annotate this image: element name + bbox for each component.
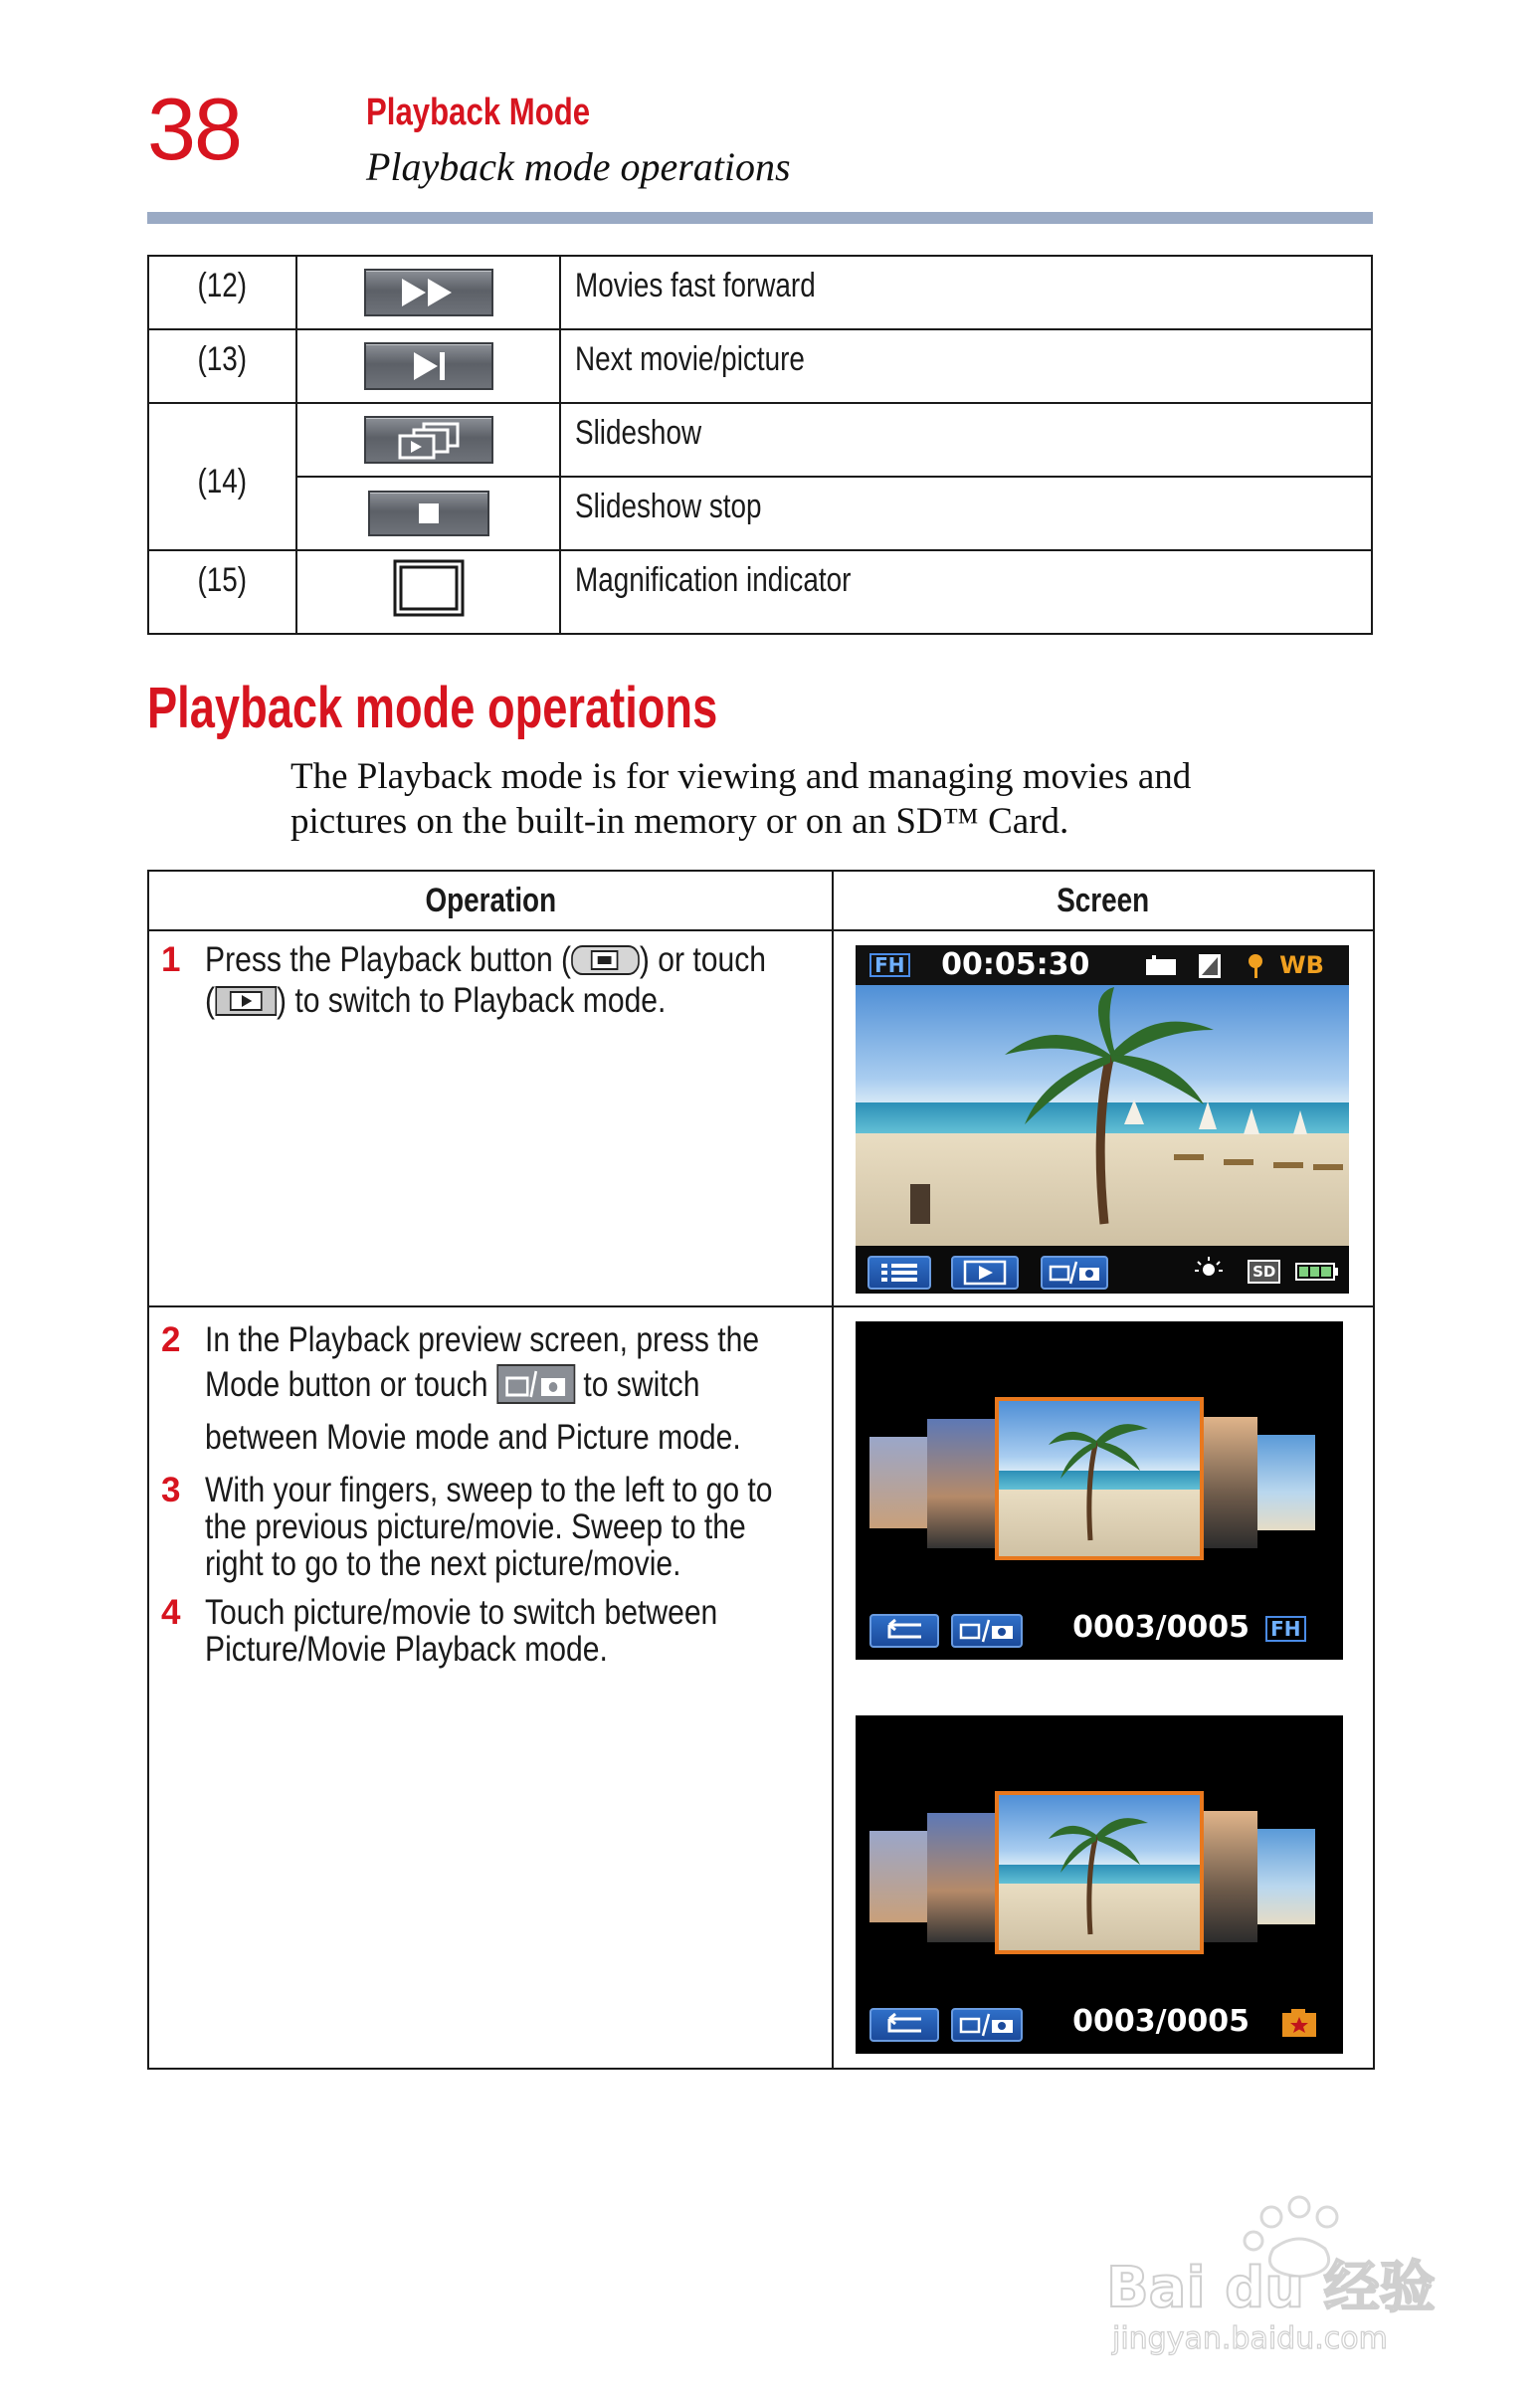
selected-thumbnail[interactable]	[995, 1791, 1204, 1954]
table-row	[148, 550, 1372, 634]
file-counter: 0003/0005	[1072, 1610, 1251, 1645]
play-button[interactable]	[951, 1256, 1019, 1290]
timecode: 00:05:30	[941, 947, 1090, 982]
step-number: 4	[161, 1593, 181, 1632]
star-picture-icon	[1281, 2008, 1317, 2043]
sd-card-indicator: SD	[1248, 1260, 1280, 1284]
battery-icon	[1295, 1262, 1339, 1287]
stop-icon	[368, 491, 489, 536]
beach-photo	[856, 985, 1349, 1246]
back-button[interactable]	[869, 1614, 939, 1648]
timer-icon	[1144, 955, 1178, 982]
table-header-row	[148, 871, 1374, 930]
watermark-brand: Bai du 经验	[1106, 2256, 1436, 2320]
playback-preview-screen-movie	[856, 1321, 1343, 1660]
step-number: 1	[161, 940, 181, 979]
white-balance-label: WB	[1279, 951, 1324, 979]
section-subtitle: Playback mode operations	[366, 144, 791, 189]
row-number: (14)	[197, 462, 248, 500]
row-description: Slideshow	[575, 414, 702, 452]
playback-screen-1	[856, 945, 1349, 1294]
step-1: 1 Press the Playback button ( ) or touch ( ) to switch to Playback mode.	[149, 941, 812, 1023]
section-heading: Playback mode operations	[147, 676, 718, 740]
next-track-icon	[364, 342, 493, 390]
play-touch-icon	[215, 986, 277, 1023]
row-number: (13)	[197, 340, 248, 378]
file-counter: 0003/0005	[1072, 2004, 1251, 2039]
fast-forward-icon	[364, 269, 493, 316]
step-number: 3	[161, 1471, 181, 1509]
thumbnail	[869, 1831, 927, 1922]
thumbnail	[1202, 1811, 1257, 1942]
movie-picture-mode-button[interactable]	[1041, 1256, 1108, 1290]
movie-picture-mode-button[interactable]	[951, 1614, 1023, 1648]
movie-picture-toggle-icon	[496, 1364, 575, 1415]
movie-picture-mode-button[interactable]	[951, 2008, 1023, 2042]
step-3: 3 With your fingers, sweep to the left to go to the previous picture/movie. Sweep to the right to go to the next picture/movie.	[161, 1471, 773, 1583]
playback-button-icon	[571, 945, 640, 982]
thumbnail	[869, 1437, 927, 1528]
row-description: Slideshow stop	[575, 488, 762, 525]
row-description: Movies fast forward	[575, 267, 817, 304]
operations-table	[147, 870, 1375, 2070]
intro-paragraph	[290, 754, 1345, 844]
table-row	[148, 329, 1372, 403]
thumbnail	[927, 1813, 997, 1942]
step-4: 4 Touch picture/movie to switch between Picture/Movie Playback mode.	[161, 1593, 718, 1669]
step-2: 2 In the Playback preview screen, press the Mode button or touch to switch between Movie mode and Picture mode.	[149, 1317, 812, 1460]
step-number: 2	[161, 1320, 181, 1359]
thumbnail	[1202, 1417, 1257, 1548]
table-row	[148, 477, 1372, 550]
chapter-title: Playback Mode	[366, 92, 591, 133]
row-description: Next movie/picture	[575, 340, 806, 378]
table-row	[148, 930, 1374, 1306]
exposure-icon	[1198, 953, 1222, 984]
table-row	[148, 403, 1372, 477]
icon-table	[147, 255, 1373, 635]
row-number: (12)	[197, 267, 248, 304]
slideshow-icon	[364, 416, 493, 464]
thumbnail	[1257, 1435, 1315, 1530]
back-button[interactable]	[869, 2008, 939, 2042]
page-number: 38	[147, 80, 241, 178]
intro-line: pictures on the built-in memory or on an SD™ Card.	[290, 801, 1069, 842]
magnification-frame-icon	[393, 559, 465, 626]
row-description: Magnification indicator	[575, 561, 852, 599]
light-icon	[1194, 1256, 1224, 1291]
menu-list-button[interactable]	[867, 1256, 931, 1290]
table-row	[148, 256, 1372, 329]
column-header-screen: Screen	[1057, 881, 1150, 919]
watermark-url: jingyan.baidu.com	[1112, 2321, 1388, 2356]
intro-line: The Playback mode is for viewing and managing movies and	[290, 756, 1192, 797]
resolution-badge: FH	[1265, 1616, 1305, 1642]
column-header-operation: Operation	[425, 881, 556, 919]
baidu-watermark	[1104, 2189, 1482, 2358]
macro-flower-icon	[1244, 952, 1267, 985]
row-number: (15)	[197, 561, 248, 599]
resolution-badge: FH	[869, 953, 909, 977]
thumbnail	[927, 1419, 997, 1548]
header-rule	[147, 212, 1373, 224]
table-row	[148, 1306, 1374, 2069]
playback-preview-screen-picture	[856, 1715, 1343, 2054]
selected-thumbnail[interactable]	[995, 1397, 1204, 1560]
thumbnail	[1257, 1829, 1315, 1924]
